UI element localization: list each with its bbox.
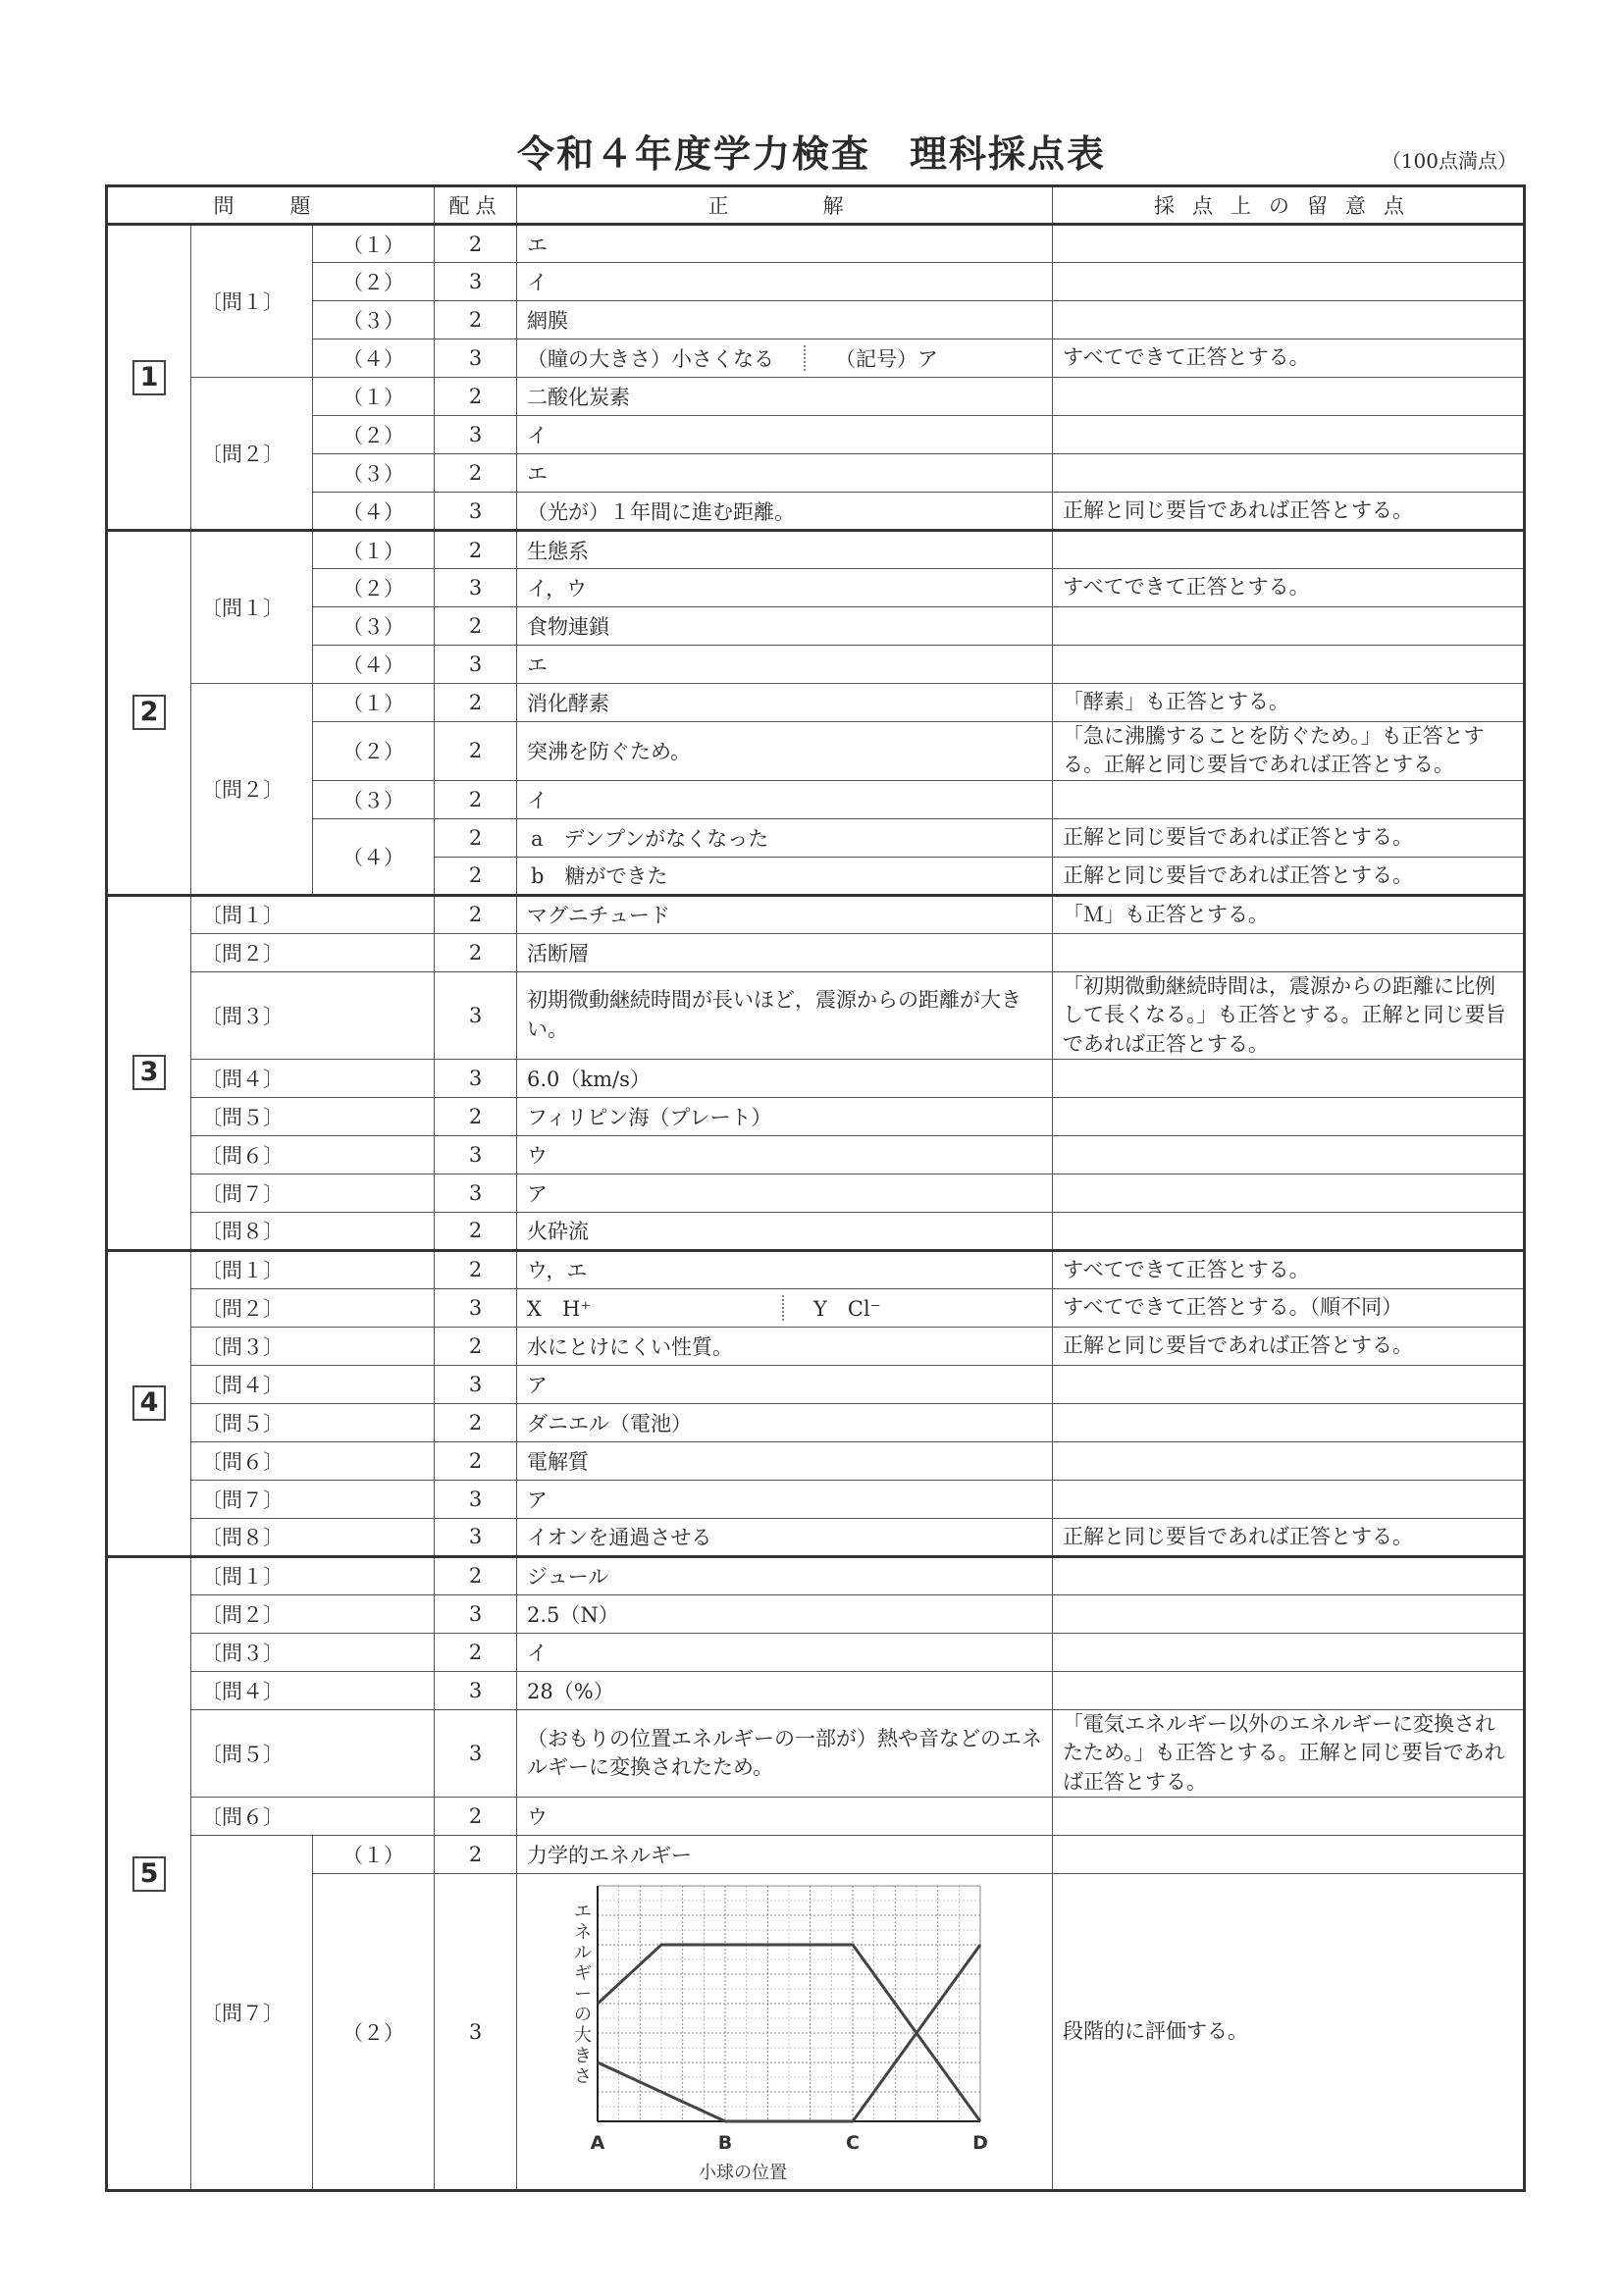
table-row: 〔問５〕 2 ダニエル（電池） [107, 1403, 1525, 1441]
table-row: （２） 3 イ [107, 416, 1525, 454]
x-tick-label: A [590, 2132, 605, 2155]
table-row: 4 〔問１〕 2 ウ，エ すべてできて正答とする。 [107, 1250, 1525, 1288]
table-row: 〔問４〕 3 ア [107, 1365, 1525, 1403]
full-marks-note: （100点満点） [1381, 149, 1517, 173]
y-axis-label: エネルギーの大きさ [574, 1902, 593, 2088]
question-label: 〔問１〕 [191, 225, 313, 378]
table-row: 〔問７〕 3 ア [107, 1174, 1525, 1212]
table-row: （２） 3 イ，ウ すべてできて正答とする。 [107, 569, 1525, 607]
section-number: 3 [107, 895, 191, 1250]
table-row: （３） 2 網膜 [107, 301, 1525, 339]
table-row: （４） 2 a デンプンがなくなった 正解と同じ要旨であれば正答とする。 [107, 818, 1525, 857]
energy-graph [517, 1874, 1053, 2184]
section-number: 4 [107, 1250, 191, 1556]
header-remarks: 採点上の留意点 [1053, 186, 1525, 225]
table-row: 〔問２〕 3 2.5（N） [107, 1594, 1525, 1633]
page-title: 令和４年度学力検査 理科採点表 [516, 131, 1106, 176]
x-tick-label: B [717, 2132, 733, 2155]
table-row: 〔問３〕 2 水にとけにくい性質。 正解と同じ要旨であれば正答とする。 [107, 1327, 1525, 1365]
table-row: 〔問２〕 3 X H⁺ Y Cl⁻ すべてできて正答とする。（順不同） [107, 1288, 1525, 1327]
question-label: 〔問２〕 [191, 684, 313, 896]
graph-cell [517, 1874, 1053, 2191]
table-row: 〔問４〕 3 6.0（km/s） [107, 1059, 1525, 1097]
table-row: 〔問４〕 3 28（%） [107, 1671, 1525, 1709]
table-row: （４） 3 エ [107, 646, 1525, 684]
question-label: 〔問１〕 [191, 531, 313, 684]
table-row: 1 〔問１〕 （１） 2 エ [107, 225, 1525, 263]
table-row: （３） 2 エ [107, 454, 1525, 493]
table-row: （２） 3 エネルギーの大きさ 小球の位置 A B C D 段階的に評価する。 [107, 1874, 1525, 2191]
table-row: 〔問６〕 2 ウ [107, 1798, 1525, 1836]
section-number: 1 [107, 225, 191, 531]
table-row: 2 〔問１〕 （１） 2 生態系 [107, 531, 1525, 569]
table-row: 〔問６〕 2 電解質 [107, 1441, 1525, 1480]
section-number: 2 [107, 531, 191, 896]
header-points: 配点 [435, 186, 517, 225]
x-tick-label: D [972, 2132, 988, 2155]
table-row: （２） 3 イ [107, 263, 1525, 301]
table-row: 3 〔問１〕 2 マグニチュード 「Ｍ」も正答とする。 [107, 895, 1525, 933]
table-row: （２） 2 突沸を防ぐため。 「急に沸騰することを防ぐため。」も正答とする。正解と同じ要旨であれば正答とする。 [107, 722, 1525, 781]
x-axis-label: 小球の位置 [699, 2163, 788, 2184]
question-label: 〔問７〕 [191, 1836, 313, 2191]
question-label: 〔問２〕 [191, 378, 313, 531]
table-row: （３） 2 イ [107, 780, 1525, 818]
header-problem: 問 題 [107, 186, 435, 225]
table-row: 〔問８〕 2 火砕流 [107, 1212, 1525, 1250]
table-row: 〔問６〕 3 ウ [107, 1135, 1525, 1174]
table-row: 〔問８〕 3 イオンを通過させる 正解と同じ要旨であれば正答とする。 [107, 1518, 1525, 1556]
table-row: 〔問２〕 2 活断層 [107, 933, 1525, 971]
table-row: 2 b 糖ができた 正解と同じ要旨であれば正答とする。 [107, 857, 1525, 895]
header-answer: 正 解 [517, 186, 1053, 225]
table-row: 〔問２〕 （１） 2 二酸化炭素 [107, 378, 1525, 416]
table-row: 〔問７〕 3 ア [107, 1480, 1525, 1518]
graph-grid [598, 1886, 980, 2121]
table-row: 〔問３〕 2 イ [107, 1633, 1525, 1671]
table-row: 〔問３〕 3 初期微動継続時間が長いほど，震源からの距離が大きい。 「初期微動継続時間は，震源からの距離に比例して長くなる。」も正答とする。正解と同じ要旨であれば正答とする。 [107, 971, 1525, 1059]
table-row: （３） 2 食物連鎖 [107, 607, 1525, 646]
table-row: 〔問５〕 2 フィリピン海（プレート） [107, 1097, 1525, 1135]
header-row [107, 186, 1525, 225]
table-row: 〔問７〕 （１） 2 力学的エネルギー [107, 1836, 1525, 1874]
table-row: 〔問５〕 3 （おもりの位置エネルギーの一部が）熱や音などのエネルギーに変換されたため。 「電気エネルギー以外のエネルギーに変換されたため。」も正答とする。正解と同じ要旨であれば正答とする。 [107, 1709, 1525, 1797]
table-row: （４） 3 （光が）１年間に進む距離。 正解と同じ要旨であれば正答とする。 [107, 493, 1525, 531]
table-row: （４） 3 （瞳の大きさ）小さくなる （記号）ア すべてできて正答とする。 [107, 339, 1525, 378]
table-row: 〔問２〕 （１） 2 消化酵素 「酵素」も正答とする。 [107, 684, 1525, 722]
table-row: 5 〔問１〕 2 ジュール [107, 1556, 1525, 1594]
scoring-table [105, 184, 1526, 2192]
x-tick-label: C [846, 2132, 860, 2155]
section-number: 5 [107, 1556, 191, 2190]
